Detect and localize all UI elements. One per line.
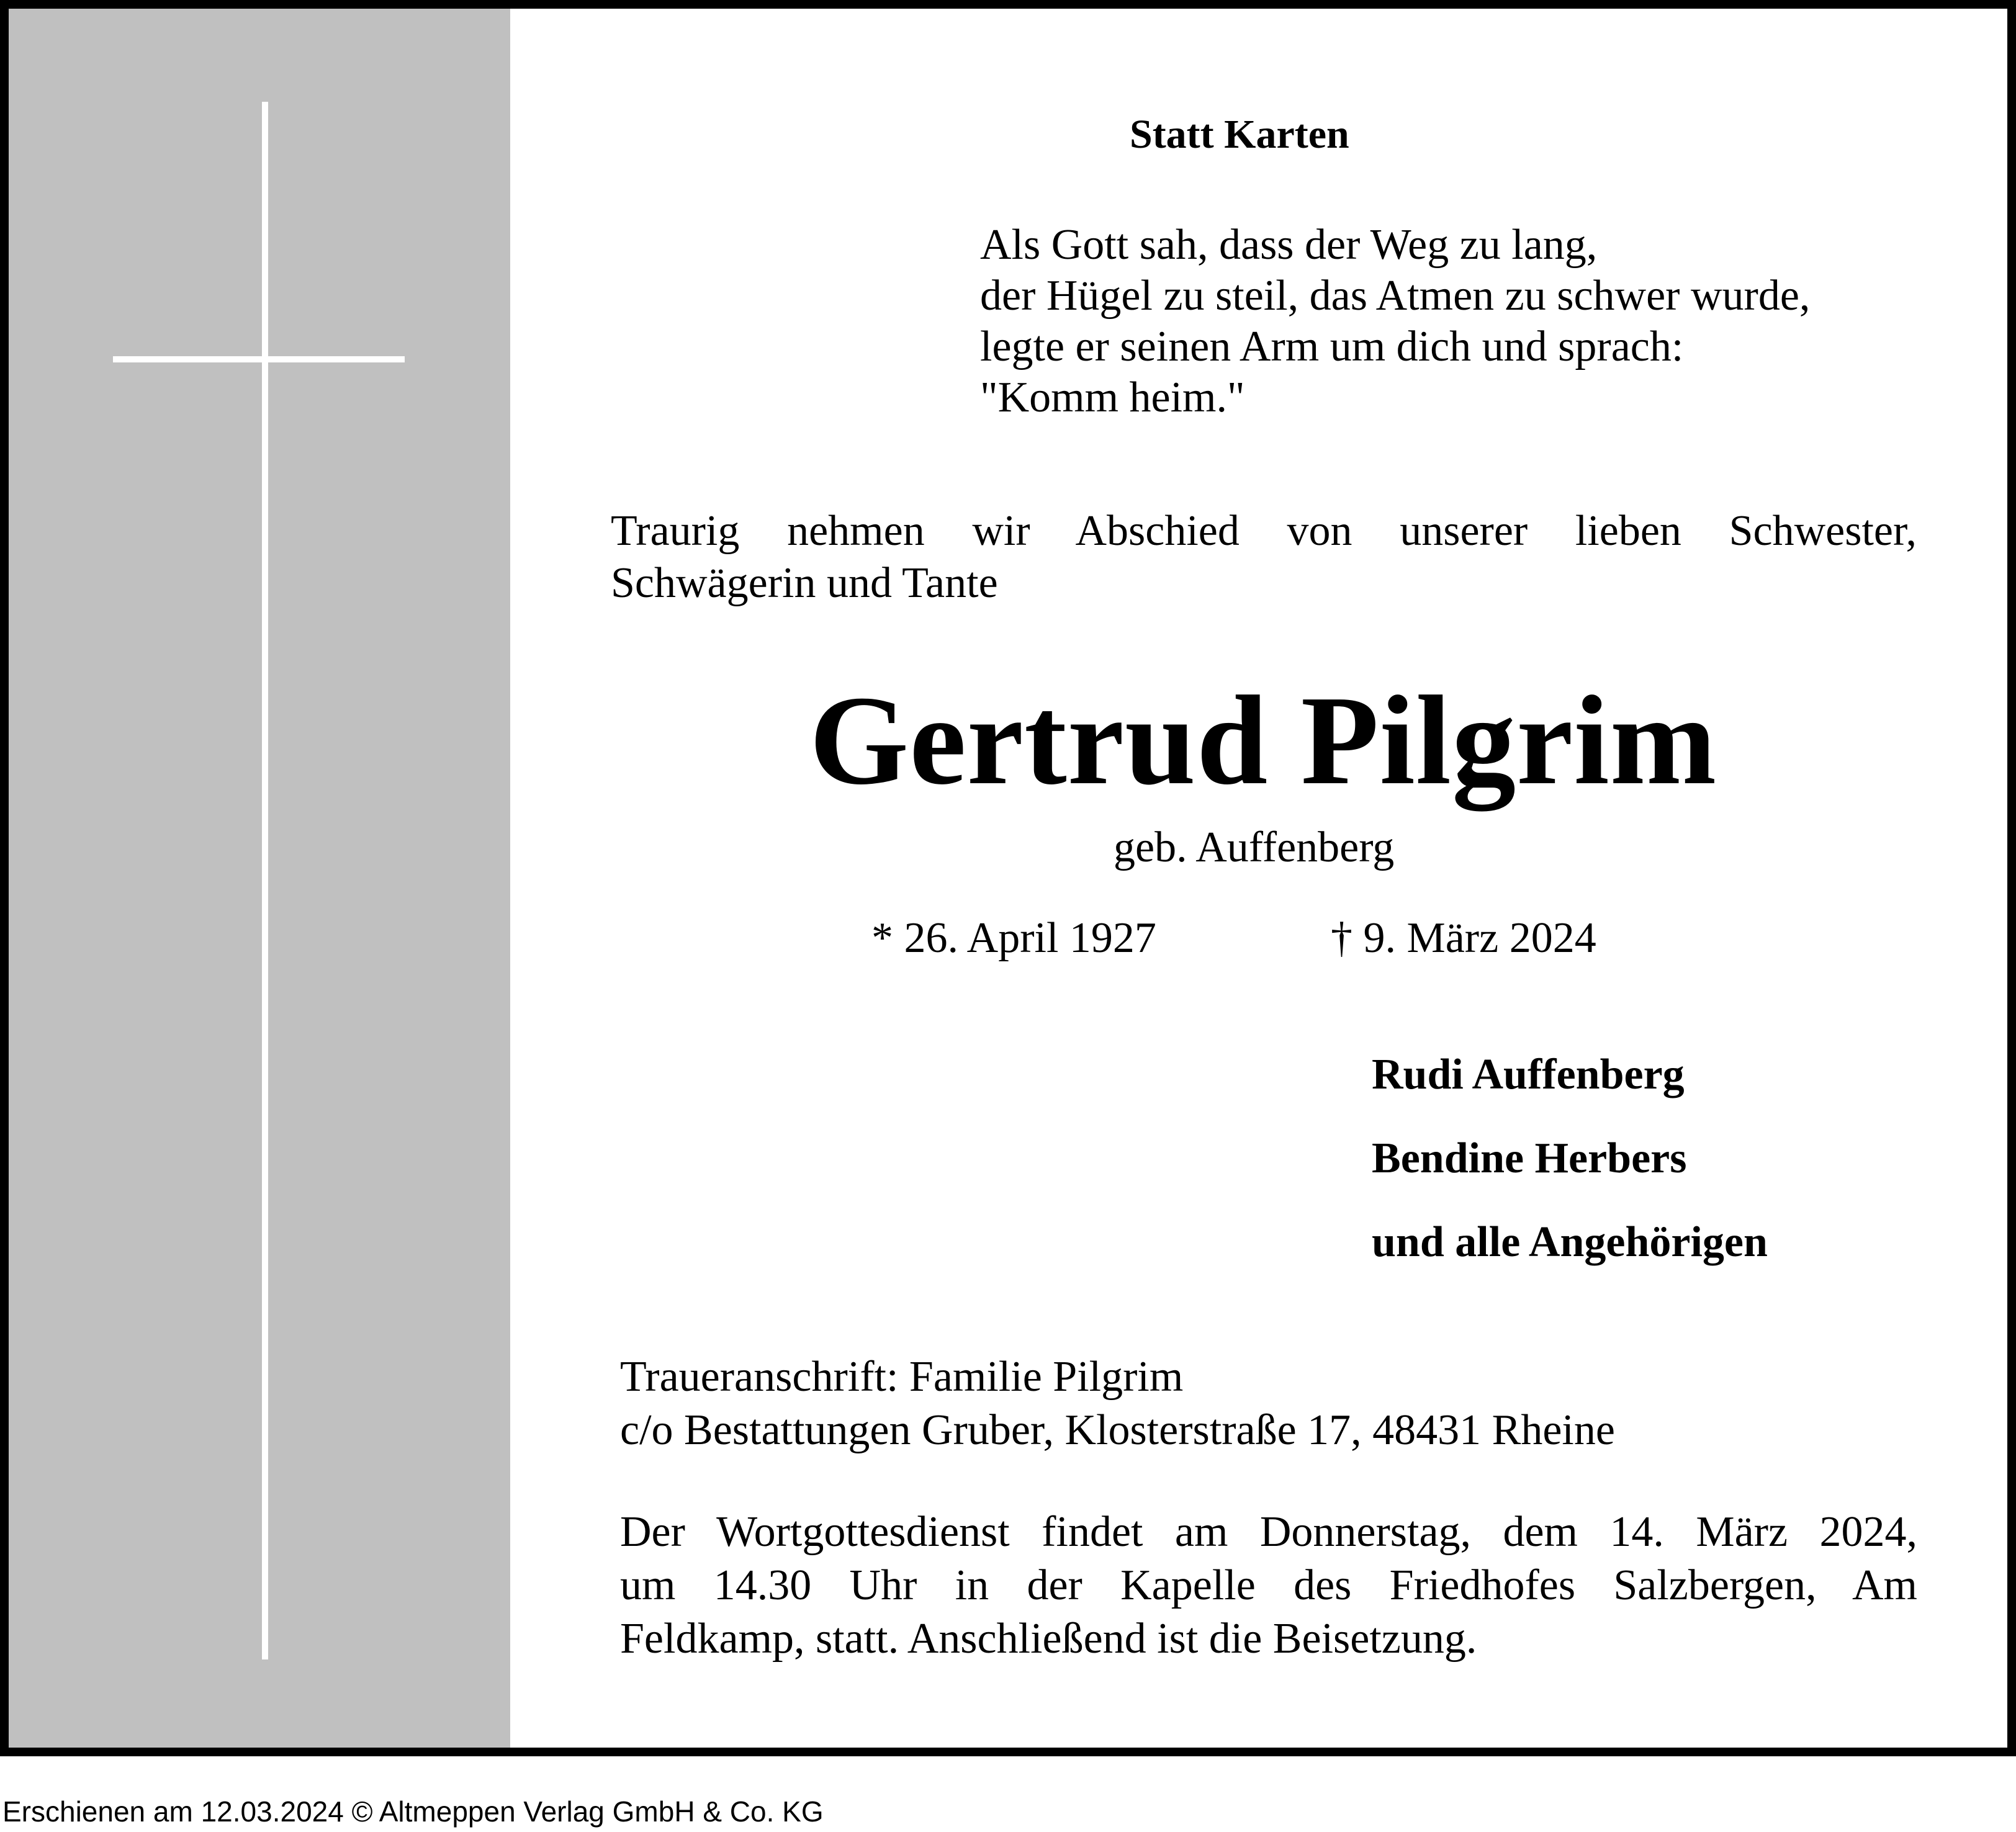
side-panel [9, 9, 510, 1748]
notice-heading: Statt Karten [1130, 112, 1349, 157]
cross-horizontal-bar [113, 356, 405, 362]
address-line: c/o Bestattungen Gruber, Klosterstraße 17, 48431 Rheine [620, 1406, 1615, 1454]
poem-line: legte er seinen Arm um dich und sprach: [980, 323, 1684, 370]
mourning-address [620, 1350, 1615, 1457]
intro-line: Schwägerin und Tante [611, 559, 998, 607]
death-date: † 9. März 2024 [1331, 914, 1596, 962]
deceased-name: Gertrud Pilgrim [809, 669, 1717, 811]
maiden-name: geb. Auffenberg [1114, 824, 1395, 871]
mourner-name: Bendine Herbers [1372, 1134, 1687, 1182]
service-info [620, 1506, 1917, 1666]
address-line: Traueranschrift: Familie Pilgrim [620, 1353, 1184, 1401]
mourner-name: und alle Angehörigen [1372, 1218, 1768, 1266]
poem-line: Als Gott sah, dass der Weg zu lang, [980, 221, 1598, 269]
service-line: Feldkamp, statt. Anschließend ist die Beisetzung. [620, 1615, 1477, 1663]
farewell-intro [611, 505, 1917, 609]
cross-vertical-bar [262, 102, 268, 1659]
mourner-name: Rudi Auffenberg [1372, 1051, 1685, 1098]
poem [980, 220, 1810, 423]
service-line: Der Wortgottesdienst findet am Donnerstag, dem 14. März 2024, [620, 1508, 1917, 1556]
poem-line: "Komm heim." [980, 374, 1245, 421]
service-line: um 14.30 Uhr in der Kapelle des Friedhofes Salzbergen, Am [620, 1561, 1917, 1609]
poem-line: der Hügel zu steil, das Atmen zu schwer wurde, [980, 272, 1811, 320]
intro-line: Traurig nehmen wir Abschied von unserer lieben Schwester, [611, 507, 1917, 555]
birth-date: * 26. April 1927 [871, 914, 1156, 962]
publication-footer: Erschienen am 12.03.2024 © Altmeppen Verlag GmbH & Co. KG [2, 1795, 824, 1828]
